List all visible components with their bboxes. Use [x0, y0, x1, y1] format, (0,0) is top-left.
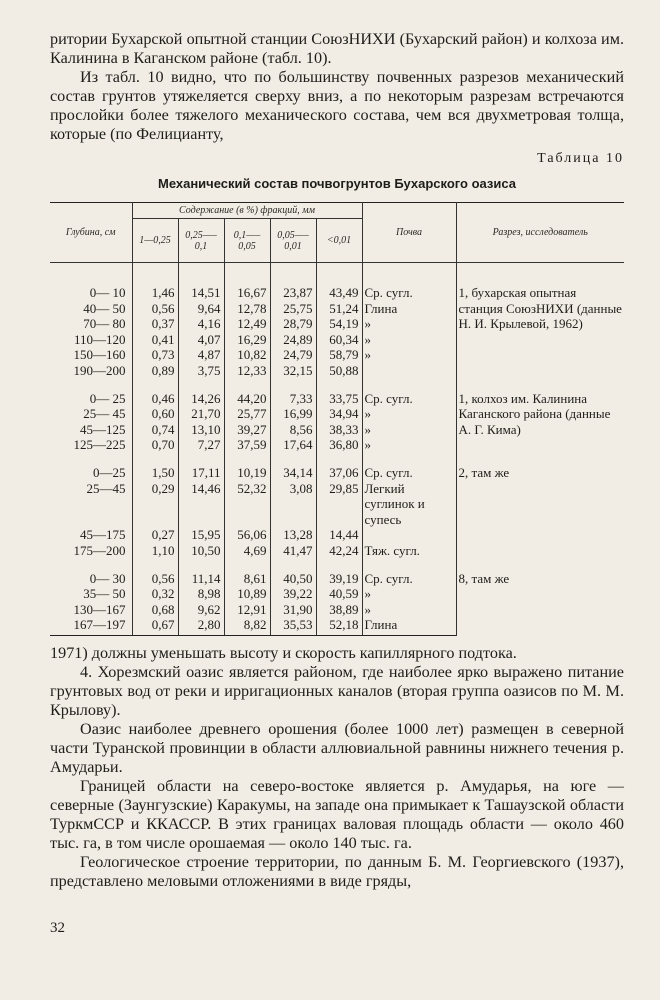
table-row: [50, 559, 624, 587]
soil-cell: »: [362, 422, 456, 438]
depth-cell: 130—167: [73, 601, 126, 617]
paragraph-0: ритории Бухарской опытной станции СоюзНИХИ (Бухарский район) и колхоза им. Калинина в Каганском районе (табл. 10).: [50, 30, 624, 67]
paragraph-after-1: 4. Хорезмский оазис является районом, где наиболее ярко выражено питание грунтовых вод от реки и ирригационных каналов (вторая группа оазисов по М. М. Крылову).: [50, 662, 624, 719]
depth-cell: 150—160: [73, 347, 126, 363]
depth-cell: 175—200: [73, 542, 126, 558]
value-cell: 52,32: [224, 481, 270, 528]
depth-cell: 0— 30: [89, 570, 126, 586]
value-cell: 8,98: [178, 586, 224, 602]
value-cell: 16,29: [224, 332, 270, 348]
value-cell: 0,67: [132, 617, 178, 635]
depth-cell: 40— 50: [83, 300, 126, 316]
source-cell: 1, бухарская опытная станция СоюзНИХИ (данные Н. И. Крылевой, 1962): [456, 263, 624, 379]
value-cell: 28,79: [270, 316, 316, 332]
value-cell: 4,69: [224, 543, 270, 559]
value-cell: 8,82: [224, 617, 270, 635]
value-cell: 8,61: [224, 559, 270, 587]
source-cell: 8, там же: [456, 559, 624, 636]
value-cell: 21,70: [178, 406, 224, 422]
depth-cell: 70— 80: [83, 316, 126, 332]
value-cell: 0,74: [132, 422, 178, 438]
depth-cell: 110—120: [73, 331, 126, 347]
value-cell: 17,64: [270, 437, 316, 453]
value-cell: 1,46: [132, 263, 178, 301]
depth-cell: 25—45: [86, 480, 126, 496]
value-cell: 1,10: [132, 543, 178, 559]
value-cell: 0,56: [132, 301, 178, 317]
soil-table: [50, 202, 624, 636]
value-cell: 39,27: [224, 422, 270, 438]
value-cell: 24,79: [270, 347, 316, 363]
value-cell: 25,77: [224, 406, 270, 422]
value-cell: 3,08: [270, 481, 316, 528]
value-cell: 9,62: [178, 602, 224, 618]
source-cell: 2, там же: [456, 453, 624, 559]
value-cell: 12,78: [224, 301, 270, 317]
value-cell: 8,56: [270, 422, 316, 438]
paragraph-after-4: Геологическое строение территории, по данным Б. М. Георгиевского (1937), представлено меловыми отложениями в виде гряды,: [50, 852, 624, 890]
depth-cell: 0—25: [93, 464, 126, 480]
value-cell: 24,89: [270, 332, 316, 348]
paragraph-after-0: 1971) должны уменьшать высоту и скорость капиллярного подтока.: [50, 643, 517, 662]
value-cell: 14,46: [178, 481, 224, 528]
value-cell: 10,50: [178, 543, 224, 559]
value-cell: 0,73: [132, 347, 178, 363]
value-cell: 25,75: [270, 301, 316, 317]
value-cell: 34,14: [270, 453, 316, 481]
value-cell: 29,85: [316, 481, 362, 528]
value-cell: 7,27: [178, 437, 224, 453]
value-cell: 14,51: [178, 263, 224, 301]
value-cell: 16,67: [224, 263, 270, 301]
value-cell: 4,07: [178, 332, 224, 348]
soil-cell: »: [362, 406, 456, 422]
value-cell: 10,19: [224, 453, 270, 481]
value-cell: 10,82: [224, 347, 270, 363]
paragraph-after-2: Оазис наиболее древнего орошения (более 1000 лет) размещен в северной части Туранской провинции в области аллювиальной равнины нижнего течения р. Амударьи.: [50, 719, 624, 776]
soil-cell: Ср. сугл.: [362, 263, 456, 301]
soil-cell: Ср. сугл.: [362, 453, 456, 481]
value-cell: 39,22: [270, 586, 316, 602]
value-cell: 4,87: [178, 347, 224, 363]
value-cell: 0,56: [132, 559, 178, 587]
header-fraction: <0,01: [316, 219, 362, 263]
value-cell: 14,26: [178, 379, 224, 407]
soil-cell: »: [362, 347, 456, 363]
value-cell: 0,32: [132, 586, 178, 602]
value-cell: 38,89: [316, 602, 362, 618]
value-cell: 36,80: [316, 437, 362, 453]
value-cell: 54,19: [316, 316, 362, 332]
value-cell: 37,59: [224, 437, 270, 453]
value-cell: 41,47: [270, 543, 316, 559]
value-cell: 11,14: [178, 559, 224, 587]
value-cell: 50,88: [316, 363, 362, 379]
value-cell: 31,90: [270, 602, 316, 618]
page-number: 32: [50, 920, 65, 936]
soil-cell: Ср. сугл.: [362, 379, 456, 407]
soil-cell: »: [362, 602, 456, 618]
depth-cell: 25— 45: [83, 406, 126, 422]
value-cell: 2,80: [178, 617, 224, 635]
value-cell: 12,49: [224, 316, 270, 332]
value-cell: 34,94: [316, 406, 362, 422]
soil-cell: »: [362, 586, 456, 602]
value-cell: 0,60: [132, 406, 178, 422]
value-cell: 0,27: [132, 527, 178, 543]
depth-cell: 125—225: [73, 437, 126, 453]
paragraph-1: Из табл. 10 видно, что по большинству почвенных разрезов механический состав грунтов утяжеляется сверху вниз, а по некоторым разрезам встречаются прослойки более тяжелого механического состава, чем вся двухметровая толща, которые (по Фелицианту,: [50, 68, 624, 143]
soil-cell: Глина: [362, 301, 456, 317]
soil-cell: Легкий суглинок и супесь: [362, 481, 456, 528]
value-cell: 32,15: [270, 363, 316, 379]
value-cell: 17,11: [178, 453, 224, 481]
value-cell: 51,24: [316, 301, 362, 317]
depth-cell: 167—197: [50, 617, 132, 635]
value-cell: 0,89: [132, 363, 178, 379]
soil-cell: Глина: [362, 617, 456, 635]
value-cell: 40,50: [270, 559, 316, 587]
value-cell: 40,59: [316, 586, 362, 602]
header-fraction: 0,1—–0,05: [224, 219, 270, 263]
table-title: Механический состав почвогрунтов Бухарского оазиса: [157, 176, 516, 191]
value-cell: 44,20: [224, 379, 270, 407]
value-cell: 38,33: [316, 422, 362, 438]
value-cell: 0,70: [132, 437, 178, 453]
value-cell: 4,16: [178, 316, 224, 332]
value-cell: 52,18: [316, 617, 362, 635]
value-cell: 9,64: [178, 301, 224, 317]
value-cell: 39,19: [316, 559, 362, 587]
page: [50, 30, 624, 891]
value-cell: 13,28: [270, 527, 316, 543]
soil-cell: »: [362, 316, 456, 332]
header-soil: Почва: [362, 203, 456, 263]
soil-cell: [362, 527, 456, 543]
value-cell: 0,68: [132, 602, 178, 618]
depth-cell: 45—125: [80, 421, 126, 437]
source-cell: 1, колхоз им. Калинина Каганского района (данные А. Г. Кима): [456, 379, 624, 453]
header-fraction: 1—0,25: [132, 219, 178, 263]
soil-cell: »: [362, 437, 456, 453]
header-fraction: 0,05—–0,01: [270, 219, 316, 263]
table-row: [50, 379, 624, 407]
table-row: [50, 453, 624, 481]
value-cell: 43,49: [316, 263, 362, 301]
value-cell: 23,87: [270, 263, 316, 301]
soil-cell: Тяж. сугл.: [362, 543, 456, 559]
value-cell: 7,33: [270, 379, 316, 407]
value-cell: 42,24: [316, 543, 362, 559]
value-cell: 33,75: [316, 379, 362, 407]
value-cell: 58,79: [316, 347, 362, 363]
depth-cell: 35— 50: [83, 586, 126, 602]
value-cell: 35,53: [270, 617, 316, 635]
value-cell: 12,33: [224, 363, 270, 379]
header-fraction: 0,25—–0,1: [178, 219, 224, 263]
soil-cell: [362, 363, 456, 379]
table-caption: Таблица 10: [537, 151, 624, 166]
value-cell: 0,46: [132, 379, 178, 407]
depth-cell: 45—175: [80, 527, 126, 543]
paragraph-after-3: Границей области на северо-востоке является р. Амударья, на юге — северные (Заунгузские) Каракумы, на западе она примыкает к Ташаузской области ТуркмССР и ККАССР. В этих границах валовая площадь области — около 460 тыс. га, в том числе орошаемая — около 140 тыс. га.: [50, 776, 624, 852]
value-cell: 37,06: [316, 453, 362, 481]
value-cell: 12,91: [224, 602, 270, 618]
value-cell: 3,75: [178, 363, 224, 379]
depth-cell: 190—200: [73, 362, 126, 378]
value-cell: 0,41: [132, 332, 178, 348]
value-cell: 56,06: [224, 527, 270, 543]
depth-cell: 0— 10: [89, 285, 126, 300]
header-content: Содержание (в %) фракций, мм: [132, 203, 362, 219]
value-cell: 16,99: [270, 406, 316, 422]
value-cell: 13,10: [178, 422, 224, 438]
table-body: [50, 263, 624, 636]
value-cell: 1,50: [132, 453, 178, 481]
value-cell: 10,89: [224, 586, 270, 602]
header-source: Разрез, исследователь: [456, 203, 624, 263]
value-cell: 60,34: [316, 332, 362, 348]
value-cell: 15,95: [178, 527, 224, 543]
value-cell: 14,44: [316, 527, 362, 543]
depth-cell: 0— 25: [89, 390, 126, 406]
soil-cell: Ср. сугл.: [362, 559, 456, 587]
soil-cell: »: [362, 332, 456, 348]
value-cell: 0,29: [132, 481, 178, 528]
value-cell: 0,37: [132, 316, 178, 332]
table-row: [50, 263, 624, 301]
header-depth: Глубина, см: [50, 203, 132, 263]
text-after-table: [50, 644, 624, 891]
